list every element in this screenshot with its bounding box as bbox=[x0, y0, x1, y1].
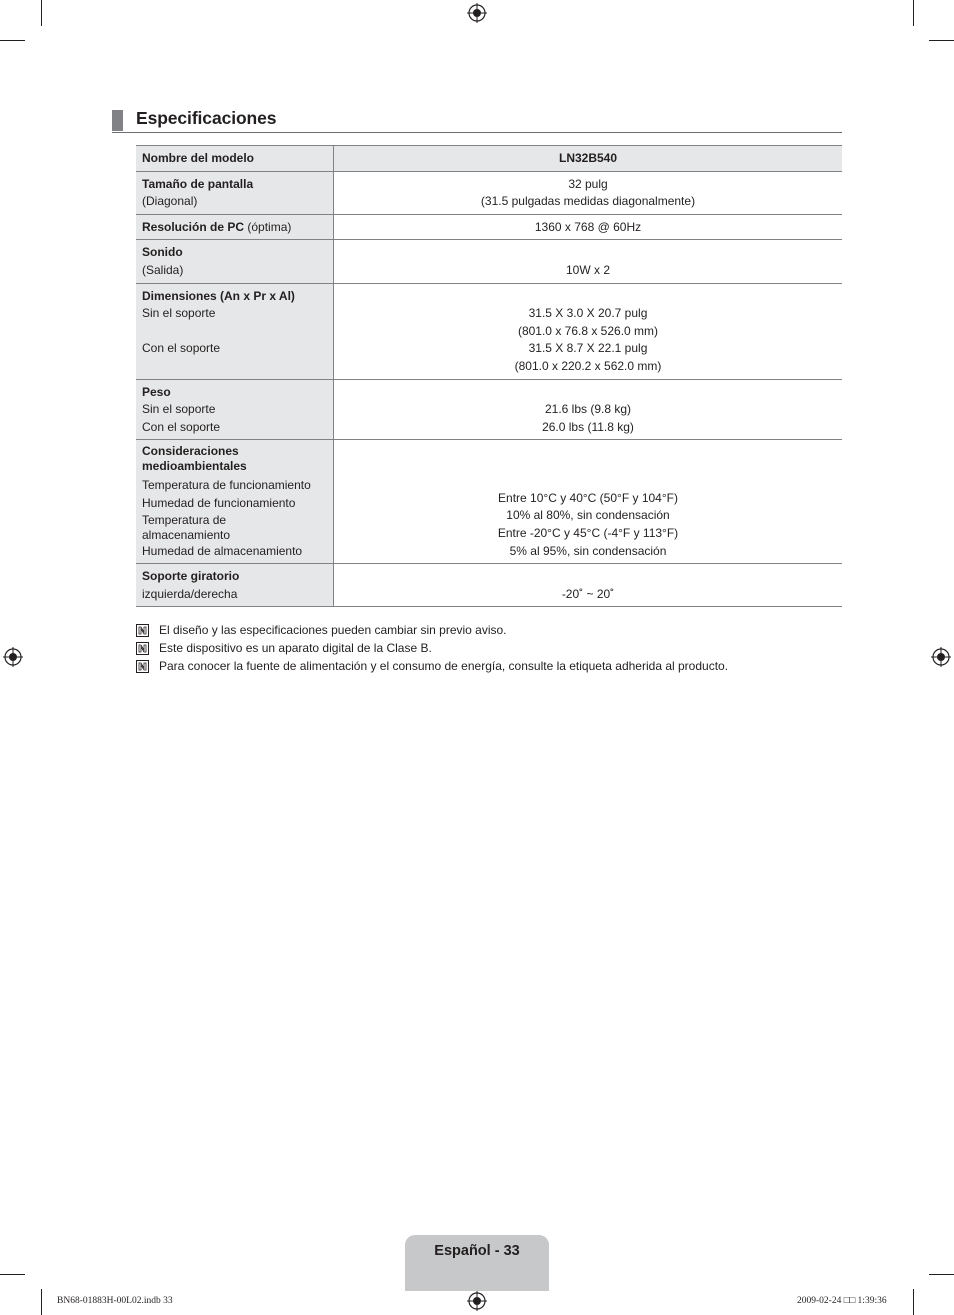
crop-mark bbox=[929, 40, 954, 41]
page-number-tab bbox=[405, 1235, 549, 1291]
list-item bbox=[136, 621, 728, 639]
note-icon bbox=[136, 660, 149, 673]
table-row bbox=[136, 171, 842, 214]
dimensions-with-stand-inches: 31.5 X 8.7 X 22.1 pulg bbox=[528, 341, 648, 356]
registration-mark-icon bbox=[467, 3, 487, 23]
table-row bbox=[136, 214, 842, 240]
screen-size-label: Tamaño de pantalla bbox=[142, 176, 254, 191]
dimensions-without-stand-label: Sin el soporte bbox=[142, 306, 216, 321]
model-label: Nombre del modelo bbox=[142, 151, 255, 165]
table-row bbox=[136, 283, 842, 379]
weight-with-stand-value: 26.0 lbs (11.8 kg) bbox=[542, 419, 634, 434]
registration-mark-icon bbox=[467, 1291, 487, 1311]
dimensions-label: Dimensiones (An x Pr x Al) bbox=[142, 288, 295, 303]
table-row bbox=[136, 146, 842, 172]
crop-mark bbox=[41, 0, 42, 26]
registration-mark-icon bbox=[931, 647, 951, 667]
page-number: Español - 33 bbox=[434, 1243, 520, 1259]
table-row bbox=[136, 240, 842, 283]
crop-mark bbox=[913, 0, 914, 26]
screen-size-measured: (31.5 pulgadas medidas diagonalmente) bbox=[480, 194, 696, 209]
list-item bbox=[136, 657, 728, 675]
storage-temperature-label: Temperatura de almacenamiento bbox=[142, 512, 231, 542]
dimensions-with-stand-label: Con el soporte bbox=[142, 341, 221, 356]
swivel-label: Soporte giratorio bbox=[142, 569, 240, 584]
screen-size-sublabel: (Diagonal) bbox=[142, 194, 198, 209]
operating-temperature-label: Temperatura de funcionamiento bbox=[142, 478, 311, 493]
weight-without-stand-label: Sin el soporte bbox=[142, 402, 216, 417]
model-value: LN32B540 bbox=[558, 151, 618, 165]
weight-without-stand-value: 21.6 lbs (9.8 kg) bbox=[544, 402, 632, 417]
crop-mark bbox=[0, 40, 25, 41]
sound-value: 10W x 2 bbox=[565, 262, 610, 277]
operating-temperature-value: Entre 10°C y 40°C (50°F y 104°F) bbox=[498, 490, 678, 505]
note-text: Para conocer la fuente de alimentación y el consumo de energía, consulte la etiqueta adherida al producto. bbox=[159, 659, 729, 673]
registration-mark-icon bbox=[3, 647, 23, 667]
print-slug-file: BN68-01883H-00L02.indb 33 bbox=[57, 1296, 173, 1306]
note-icon bbox=[136, 624, 149, 637]
table-row bbox=[136, 379, 842, 440]
specifications-table bbox=[136, 145, 842, 607]
table-row bbox=[136, 564, 842, 607]
weight-with-stand-label: Con el soporte bbox=[142, 419, 221, 434]
swivel-sublabel: izquierda/derecha bbox=[142, 586, 238, 601]
dimensions-without-stand-mm: (801.0 x 76.8 x 526.0 mm) bbox=[517, 323, 659, 338]
screen-size-value: 32 pulg bbox=[568, 176, 608, 191]
weight-label: Peso bbox=[142, 384, 171, 399]
section-heading bbox=[112, 108, 842, 133]
storage-humidity-value: 5% al 95%, sin condensación bbox=[509, 543, 667, 558]
sound-sublabel: (Salida) bbox=[142, 262, 184, 277]
swivel-value: -20˚ ~ 20˚ bbox=[561, 586, 615, 601]
crop-mark bbox=[41, 1289, 42, 1315]
crop-mark bbox=[913, 1289, 914, 1315]
note-text: El diseño y las especificaciones pueden cambiar sin previo aviso. bbox=[159, 623, 507, 637]
environment-label: Consideraciones medioambientales bbox=[142, 444, 247, 474]
dimensions-without-stand-inches: 31.5 X 3.0 X 20.7 pulg bbox=[528, 306, 648, 321]
dimensions-with-stand-mm: (801.0 x 220.2 x 562.0 mm) bbox=[514, 358, 662, 373]
storage-temperature-value: Entre -20°C y 45°C (-4°F y 113°F) bbox=[497, 525, 679, 540]
pc-resolution-value: 1360 x 768 @ 60Hz bbox=[534, 219, 642, 234]
table-row bbox=[136, 440, 842, 564]
crop-mark bbox=[0, 1274, 25, 1275]
notes-list bbox=[136, 621, 728, 675]
list-item bbox=[136, 639, 728, 657]
sound-label: Sonido bbox=[142, 245, 183, 260]
storage-humidity-label: Humedad de almacenamiento bbox=[142, 543, 303, 558]
heading-marker-bar bbox=[112, 110, 123, 131]
operating-humidity-value: 10% al 80%, sin condensación bbox=[506, 508, 670, 523]
crop-mark bbox=[929, 1274, 954, 1275]
section-title: Especificaciones bbox=[136, 108, 277, 128]
pc-resolution-sublabel: (óptima) bbox=[247, 219, 292, 234]
operating-humidity-label: Humedad de funcionamiento bbox=[142, 495, 296, 510]
note-icon bbox=[136, 642, 149, 655]
pc-resolution-label: Resolución de PC bbox=[142, 219, 245, 234]
note-text: Este dispositivo es un aparato digital de la Clase B. bbox=[159, 641, 432, 655]
print-slug-date: 2009-02-24 □□ 1:39:36 bbox=[797, 1296, 887, 1306]
